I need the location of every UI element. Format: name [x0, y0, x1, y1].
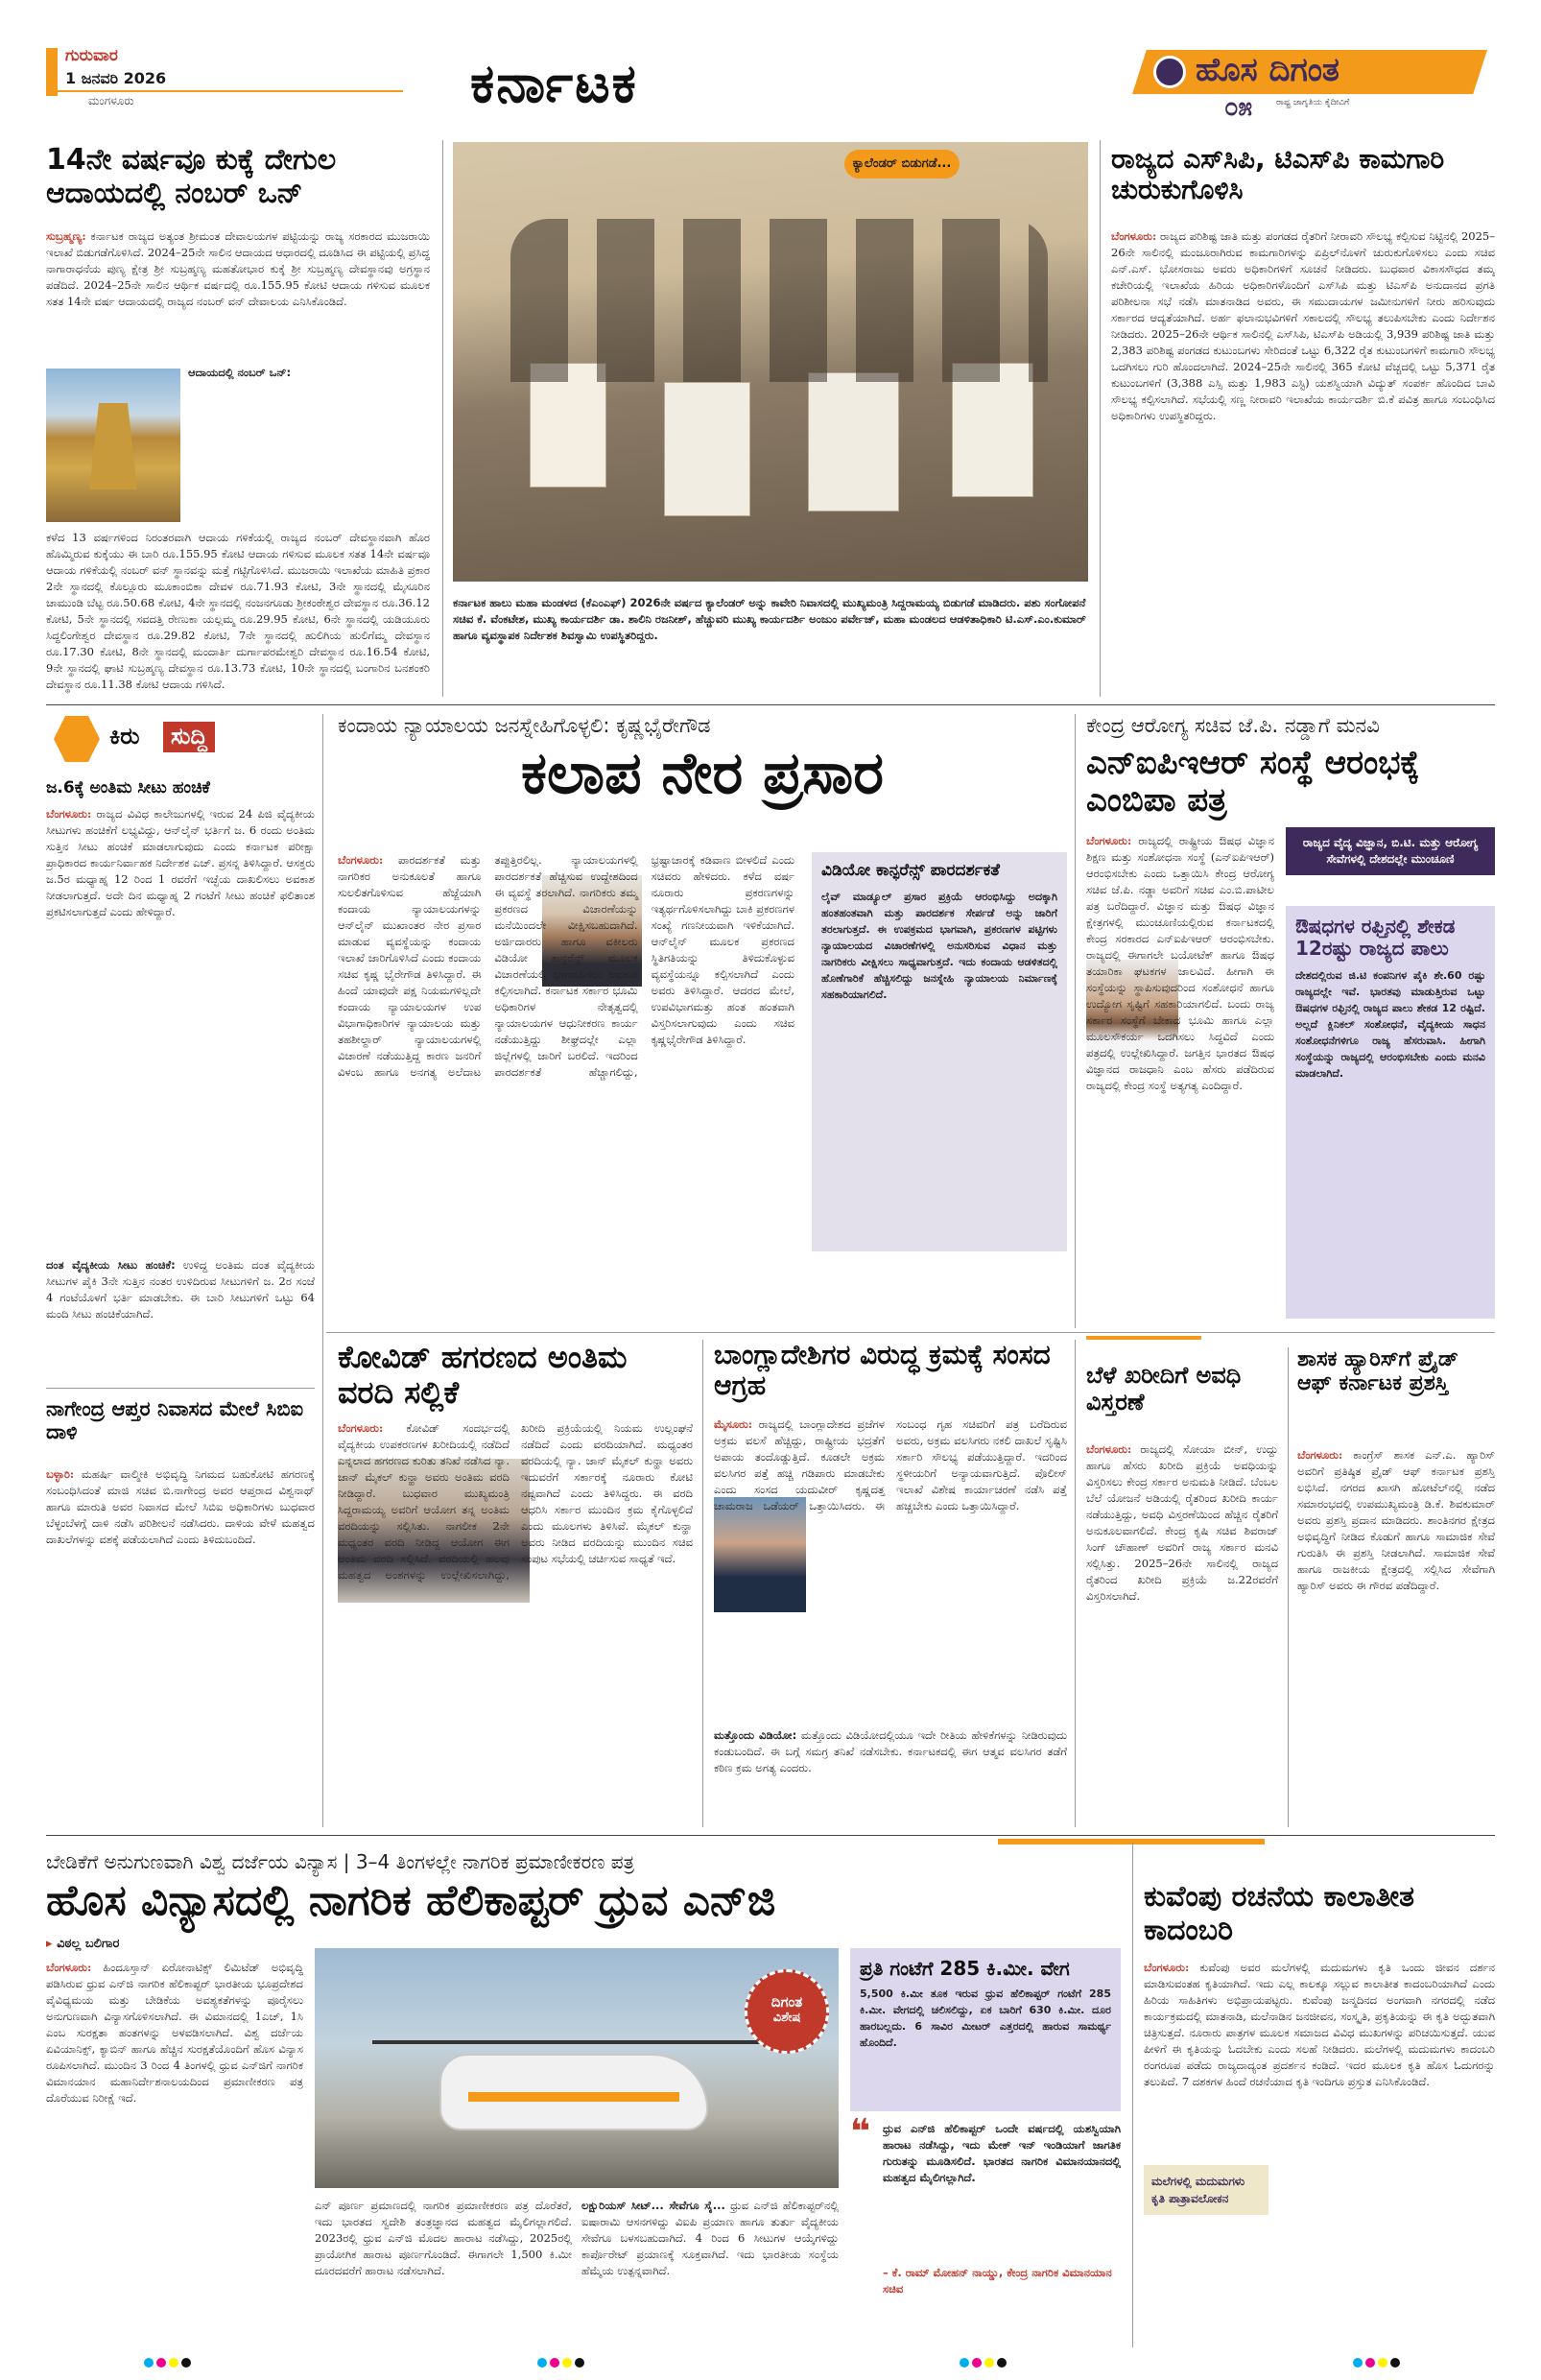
masthead-left-bar [46, 48, 58, 96]
kiru-item2-head: ದಂತ ವೈದ್ಯಕೀಯ ಸೀಟು ಹಂಚಿಕೆ: [46, 1258, 176, 1272]
heli-luck [581, 2198, 839, 2344]
heli-byline-text: ವಿಠಲ್ಲ ಬಲಿಗಾರ [57, 1937, 120, 1951]
masthead-rule [58, 90, 403, 92]
scp-body [1111, 228, 1495, 693]
kiru-item3-text: ಮಹರ್ಷಿ ವಾಲ್ಮೀಕಿ ಅಭಿವೃದ್ಧಿ ನಿಗಮದ ಬಹುಕೋಟಿ ಹಗರಣಕ್ಕೆ ಸಂಬಂಧಿಸಿದಂತೆ ಮಾಜಿ ಸಚಿವ ಬಿ.ನಾಗೇಂದ್ರ ಅವರ ಆಪ್ತರಾದ ವಿಶ್ವನಾಥ್ ಹಾಗೂ ಮಾರುತಿ ಅವರ ನಿವಾಸದ ಮೇಲೆ ಸಿಬಿಐ ಅಧಿಕಾರಿಗಳು ಬುಧವಾರ ಬೆಳ್ಳಂಬೆಳಗ್ಗೆ ದಾಳಿ ನಡೆಸಿ ಪರಿಶೀಲನೆ ನಡೆಸಿದರು. ದಾಳಿಯ ವೇಳೆ ಮಹತ್ವದ ದಾಖಲೆಗಳನ್ನು ವಶಕ್ಕೆ ಪಡೆಯಲಾಗಿದೆ ಎಂದು ತಿಳಿದುಬಂದಿದೆ. [46, 1467, 315, 1546]
bele-headline: ಬೆಳೆ ಖರೀದಿಗೆ ಅವಧಿ ವಿಸ್ತರಣೆ [1086, 1362, 1242, 1416]
stamp-top: ದಿಗಂತ [770, 1993, 803, 2011]
heli-luck-head: ಲಕ್ಷುರಿಯಸ್ ಸೀಟ್... ಸೇವೆಗೂ ಸೈ... [581, 2199, 725, 2212]
dot-black [997, 2358, 1007, 2368]
harris-body [1297, 1447, 1495, 1823]
video-box [812, 852, 1067, 1251]
bangla-dateline: ಮೈಸೂರು: [714, 1417, 753, 1431]
bangla-body [714, 1416, 1067, 1724]
kiru-item1-head: ಜ.6ಕ್ಕೆ ಅಂತಿಮ ಸೀಟು ಹಂಚಿಕೆ [46, 778, 210, 797]
kiru-item1-dateline: ಬೆಂಗಳೂರು: [46, 807, 92, 821]
heli-headline: ಹೊಸ ವಿನ್ಯಾಸದಲ್ಲಿ ನಾಗರಿಕ ಹೆಲಿಕಾಪ್ಟರ್ ಧ್ರುವ ಎನ್‌ಜಿ [46, 1876, 776, 1925]
color-dots-mid [537, 2353, 587, 2371]
kukke-sub-title: ಆದಾಯದಲ್ಲಿ ನಂಬರ್ ಒನ್: [188, 366, 292, 379]
heli-kicker: ಬೇಡಿಕೆಗೆ ಅನುಗುಣವಾಗಿ ವಿಶ್ವ ದರ್ಜೆಯ ವಿನ್ಯಾಸ | 3–4 ತಿಂಗಳಲ್ಲೇ ನಾಗರಿಕ ಪ್ರಮಾಣೀಕರಣ ಪತ್ರ [46, 1850, 635, 1873]
color-dots-mid2 [960, 2353, 1009, 2371]
dot-magenta [1365, 2358, 1375, 2368]
bangla-sub [714, 1727, 1067, 1823]
kuvempu-box: ಮಲೆಗಳಲ್ಲಿ ಮದುಮಗಳು ಕೃತಿ ಪಾತ್ರಾವಲೋಕನ [1144, 2165, 1268, 2215]
calendar-badge: ಕ್ಯಾಲೆಂಡರ್ ಬಿಡುಗಡೆ... [844, 150, 960, 178]
kandaya-kicker: ಕಂದಾಯ ನ್ಯಾಯಾಲಯ ಜನಸ್ನೇಹಿಗೊಳ್ಳಲಿ: ಕೃಷ್ಣಭೈರೇಗೌಡ [338, 714, 711, 737]
brand-name: ಹೊಸ ದಿಗಂತ [1196, 51, 1339, 89]
kukke-headline: 14ನೇ ವರ್ಷವೂ ಕುಕ್ಕೆ ದೇಗುಲ ಆದಾಯದಲ್ಲಿ ನಂಬರ್ ಒನ್ [46, 143, 337, 210]
kukke-lead [46, 228, 430, 361]
kukke-sub [188, 365, 430, 509]
bangla-headline: ಬಾಂಗ್ಲಾದೇಶಿಗರ ವಿರುದ್ಧ ಕ್ರಮಕ್ಕೆ ಸಂಸದ ಆಗ್ರಹ [714, 1339, 1051, 1402]
scp-text: ರಾಜ್ಯದ ಪರಿಶಿಷ್ಟ ಜಾತಿ ಮತ್ತು ಪಂಗಡದ ರೈತರಿಗೆ ನೀರಾವರಿ ಸೌಲಭ್ಯ ಕಲ್ಪಿಸುವ ನಿಟ್ಟಿನಲ್ಲಿ 2025–26ನೇ ಸಾಲಿನಲ್ಲಿ ಮಂಜೂರಾಗಿರುವ ಕಾಮಗಾರಿಗಳನ್ನು ಏಪ್ರಿಲ್‌ನೊಳಗೆ ಚುರುಕುಗೊಳಿಸಲು ಎಂದು ಸಚಿವ ಎನ್.ಎಸ್. ಭೋಸರಾಜು ಅವರು ಅಧಿಕಾರಿಗಳಿಗೆ ಸೂಚನೆ ನೀಡಿದರು. ಬುಧವಾರ ವಿಕಾಸಸೌಧದ ತಮ್ಮ ಕಚೇರಿಯಲ್ಲಿ ಇಲಾಖೆಯ ಹಿರಿಯ ಅಧಿಕಾರಿಗಳೊಂದಿಗೆ ಎಸ್‌ಸಿಪಿ ಮತ್ತು ಟಿಎಸ್‌ಪಿ ಅನುದಾನದ ಪ್ರಗತಿ ಪರಿಶೀಲನಾ ಸಭೆ ನಡೆಸಿ ಮಾತನಾಡಿದ ಅವರು, ಈ ಸಮುದಾಯಗಳ ಜಮೀನುಗಳಿಗೆ ನೀರು ಹರಿಸುವುದು ಸರ್ಕಾರದ ಆದ್ಯತೆಯಾಗಿದೆ. ಅರ್ಹ ಫಲಾನುಭವಿಗಳಿಗೆ ಸಕಾಲದಲ್ಲಿ ಸೌಲಭ್ಯ ತಲುಪಿಸಬೇಕು ಎಂದು ನಿರ್ದೇಶನ ನೀಡಿದರು. 2025–26ನೇ ಆರ್ಥಿಕ ಸಾಲಿನಲ್ಲಿ ಎಸ್‌ಸಿಪಿ, ಟಿಎಸ್‌ಪಿ ಅಡಿಯಲ್ಲಿ 3,939 ಪರಿಶಿಷ್ಟ ಜಾತಿ ಮತ್ತು 2,383 ಪರಿಶಿಷ್ಟ ಪಂಗಡದ ಕುಟುಂಬಗಳು ಸೇರಿದಂತೆ ಒಟ್ಟು 6,322 ರೈತ ಕುಟುಂಬಗಳಿಗೆ ಕಾಮಗಾರಿ ಸೌಲಭ್ಯ ಒದಗಿಸಲು ಗುರಿ ಹೊಂದಲಾಗಿದೆ. 2024–25ನೇ ಸಾಲಿನಲ್ಲಿ 365 ಕೋಟಿ ವೆಚ್ಚದಲ್ಲಿ ಒಟ್ಟು 5,371 ರೈತ ಕುಟುಂಬಗಳಿಗೆ (3,388 ಎಸ್ಸಿ ಮತ್ತು 1,983 ಎಸ್ಟಿ) ಯಶಸ್ವಿಯಾಗಿ ವಿದ್ಯುತ್ ಸಂಪರ್ಕ ಹೊಂದಿದ ಬಾವಿ ಸೌಲಭ್ಯ ಕಲ್ಪಿಸಲಾಗಿದೆ. ಸಭೆಯಲ್ಲಿ ಸಣ್ಣ ನೀರಾವರಿ ಇಲಾಖೆಯ ಕಾರ್ಯದರ್ಶಿ ಬಿ.ಕೆ ಪವಿತ್ರ ಹಾಗೂ ಸಂಬಂಧಿಸಿದ ಅಧಿಕಾರಿಗಳು ಉಪಸ್ಥಿತರಿದ್ದರು. [1111, 229, 1495, 422]
nadda-dateline: ಬೆಂಗಳೂರು: [1086, 834, 1132, 847]
heli-luck-text: ಧ್ರುವ ಎನ್‌ಜಿ ಹೆಲಿಕಾಪ್ಟರ್‌ನಲ್ಲಿ ಐಷಾರಾಮಿ ಆಸನಗಳಿದ್ದು ವಿಐಪಿ ಪ್ರಯಾಣ ಹಾಗೂ ತುರ್ತು ವೈದ್ಯಕೀಯ ಸೇವೆಗೂ ಬಳಸಬಹುದಾಗಿದೆ. 4 ರಿಂದ 6 ಸೀಟುಗಳ ಆಯ್ಕೆಗಳಿದ್ದು ಕಾರ್ಪೊರೇಟ್ ಪ್ರಯಾಣಕ್ಕೆ ಸೂಕ್ತವಾಗಿದೆ. ಇದು ಭಾರತೀಯ ಸಂಸ್ಥೆಯ ಹೆಮ್ಮೆಯ ಉತ್ಪನ್ನವಾಗಿದೆ. [581, 2199, 839, 2277]
kukke-dateline: ಸುಬ್ರಹ್ಮಣ್ಯ: [46, 229, 86, 243]
dot-yellow [1378, 2358, 1387, 2368]
speed-text: 5,500 ಕಿ.ಮೀ ತೂಕ ಇರುವ ಧ್ರುವ ಹೆಲಿಕಾಪ್ಟರ್ ಗಂಟೆಗೆ 285 ಕಿ.ಮೀ. ವೇಗದಲ್ಲಿ ಚಲಿಸಲಿದ್ದು, ಏಕ ಬಾರಿಗೆ 630 ಕಿ.ಮೀ. ದೂರ ಹಾರಬಲ್ಲದು. 6 ಸಾವಿರ ಮೀಟರ್ ಎತ್ತರದಲ್ಲಿ ಹಾರುವ ಸಾಮರ್ಥ್ಯ ಹೊಂದಿದೆ. [860, 1987, 1111, 2049]
heli-text-left: ಹಿಂದೂಸ್ತಾನ್ ಏರೋನಾಟಿಕ್ಸ್ ಲಿಮಿಟೆಡ್ ಅಭಿವೃದ್ಧಿ ಪಡಿಸಿರುವ ಧ್ರುವ ಎನ್‌ಜಿ ನಾಗರಿಕ ಹೆಲಿಕಾಪ್ಟರ್ ಭಾರತೀಯ ಭೂಪ್ರದೇಶದ ವೈವಿಧ್ಯಮಯ ಮತ್ತು ಬೇಡಿಕೆಯ ಅವಶ್ಯಕತೆಗಳನ್ನು ಪೂರೈಸಲು ಅನುಗುಣವಾಗಿ ವಿನ್ಯಾಸಗೊಳಿಸಲಾಗಿದೆ. ಈ ವಿಮಾನದಲ್ಲಿ 1ಎಚ್, 1ಸಿ ಎಂಬ ಸುರಕ್ಷತಾ ಹಂತಗಳನ್ನು ಅಳವಡಿಸಲಾಗಿದೆ. ವಿಶ್ವ ದರ್ಜೆಯ ಏವಿಯಾನಿಕ್ಸ್, ಕ್ಯಾಬಿನ್ ಹಾಗೂ ಹೆಚ್ಚಿನ ಸುರಕ್ಷತೆಯೊಂದಿಗೆ ಹೊಸ ವಿನ್ಯಾಸ ರೂಪಿಸಲಾಗಿದೆ. ಮುಂದಿನ 3 ರಿಂದ 4 ತಿಂಗಳಲ್ಲಿ ಧ್ರುವ ಎನ್‌ಜಿಗೆ ನಾಗರಿಕ ವಿಮಾನಯಾನ ಮಹಾನಿರ್ದೇಶನಾಲಯದಿಂದ ಪ್ರಮಾಣೀಕರಣ ಪತ್ರ ದೊರೆಯುವ ನಿರೀಕ್ಷೆ ಇದೆ. [46, 1961, 303, 2105]
dot-yellow [562, 2358, 572, 2368]
harris-dateline: ಬೆಂಗಳೂರು: [1297, 1448, 1343, 1462]
hand-icon [54, 716, 100, 762]
dot-cyan [1353, 2358, 1363, 2368]
kukke-temple-photo [46, 369, 180, 522]
kukke-lead-text: ಕರ್ನಾಟಕ ರಾಜ್ಯದ ಅತ್ಯಂತ ಶ್ರೀಮಂತ ದೇವಾಲಯಗಳ ಪಟ್ಟಿಯನ್ನು ರಾಜ್ಯ ಸರಕಾರದ ಮುಜರಾಯಿ ಇಲಾಖೆ ಬಿಡುಗಡೆಗೊಳಿಸಿದೆ. 2024–25ನೇ ಸಾಲಿನ ಆದಾಯದ ಆಧಾರದಲ್ಲಿ ದೂಡಿಸಿದ ಈ ಪಟ್ಟಿಯಲ್ಲಿ ಪ್ರಸಿದ್ಧ ನಾಗಾರಾಧನೆಯ ಪುಣ್ಯ ಕ್ಷೇತ್ರ ಶ್ರೀ ಸುಬ್ರಹ್ಮಣ್ಯ ಮಹತೋಭಾರ ಕುಕ್ಕೆ ಶ್ರೀ ಸುಬ್ರಹ್ಮಣ್ಯ ದೇವಸ್ಥಾನವು ಅಗ್ರಸ್ಥಾನ ಪಡೆದಿದೆ. 2024–25ನೇ ಸಾಲಿನ ಆರ್ಥಿಕ ವರ್ಷದಲ್ಲಿ ರೂ.155.95 ಕೋಟಿ ಆದಾಯ ಗಳಿಸುವ ಮೂಲಕ ಸತತ 14ನೇ ವರ್ಷ ಆದಾಯದಲ್ಲಿ ರಾಜ್ಯದ ನಂಬರ್ ವನ್ ದೇವಾಲಯ ಎನಿಸಿಕೊಂಡಿದೆ. [46, 229, 430, 308]
byline-marker: ▸ [46, 1937, 58, 1951]
dot-cyan [537, 2358, 547, 2368]
rule-1 [442, 140, 443, 697]
kuvempu-text: ಕುವೆಂಪು ಅವರ ಮಲೆಗಳಲ್ಲಿ ಮದುಮಗಳು ಕೃತಿ ಒಂದು ಜೀವನ ದರ್ಶನ ಮಾಡಿಸುವಂತಹ ಕೃತಿಯಾಗಿದೆ. ಇದು ಎಲ್ಲ ಕಾಲಕ್ಕೂ ಸಲ್ಲುವ ಕಾಲಾತೀತ ಕಾದಂಬರಿಯಾಗಿದೆ ಎಂದು ಹಿರಿಯ ಸಾಹಿತಿಗಳು ಅಭಿಪ್ರಾಯಪಟ್ಟರು. ಕುವೆಂಪು ಜನ್ಮದಿನದ ಅಂಗವಾಗಿ ನಗರದಲ್ಲಿ ನಡೆದ ಕಾರ್ಯಕ್ರಮದಲ್ಲಿ ಮಾತನಾಡಿ, ಮಲೆನಾಡಿನ ಜನಜೀವನ, ಸಂಸ್ಕೃತಿ, ಪ್ರಕೃತಿಯನ್ನು ಈ ಕೃತಿ ಅದ್ಭುತವಾಗಿ ಚಿತ್ರಿಸುತ್ತದೆ. ನೂರಾರು ಪಾತ್ರಗಳ ಮೂಲಕ ಸಮಾಜದ ವಿವಿಧ ಮುಖಗಳನ್ನು ಪರಿಚಯಿಸುತ್ತದೆ. ಯುವ ಪೀಳಿಗೆ ಈ ಕೃತಿಯನ್ನು ಓದಬೇಕು ಎಂದು ಸಲಹೆ ನೀಡಿದರು. ಮಲೆಗಳಲ್ಲಿ ಮದುಮಗಳು ಕಾದಂಬರಿ ರಂಗರೂಪ ಪಡೆದು ರಾಜ್ಯದಾದ್ಯಂತ ಪ್ರದರ್ಶನ ಕಂಡಿದೆ. ಇದರ ಮೂಲಕ ಕೃತಿ ಹೊಸ ಓದುಗರನ್ನು ತಲುಪಿದೆ. 7 ದಶಕಗಳ ಹಿಂದೆ ರಚನೆಯಾದ ಕೃತಿ ಇಂದಿಗೂ ಪ್ರಸ್ತುತ ಎನಿಸಿಕೊಂಡಿದೆ. [1144, 1961, 1495, 2088]
brand-logo-icon [1153, 56, 1186, 88]
covid-text: ಕೋವಿಡ್ ಸಂದರ್ಭದಲ್ಲಿ ವೈದ್ಯಕೀಯ ಉಪಕರಣಗಳ ಖರೀದಿಯಲ್ಲಿ ನಡೆದಿದೆ ಎನ್ನಲಾದ ಹಗರಣದ ಕುರಿತು ತನಿಖೆ ನಡೆಸಿದ ನ್ಯಾ. ಜಾನ್ ಮೈಕಲ್ ಕುನ್ಹಾ ಅವರು ಅಂತಿಮ ವರದಿ ನೀಡಿದ್ದಾರೆ. ಬುಧವಾರ ಮುಖ್ಯಮಂತ್ರಿ ಸಿದ್ದರಾಮಯ್ಯ ಅವರಿಗೆ ಆಯೋಗ ತನ್ನ ಅಂತಿಮ ವರದಿಯನ್ನು ಸಲ್ಲಿಸಿತು. ನಾಗಲೀಕ 2ನೇ ಮಧ್ಯಂತರ ವರದಿ ನೀಡಿದ್ದ ಆಯೋಗ ಈಗ ಅಂತಿಮ ವರದಿ ಸಲ್ಲಿಸಿದೆ. ವರದಿಯಲ್ಲಿ ಹಲವು ಮಹತ್ವದ ಅಂಶಗಳನ್ನು ಉಲ್ಲೇಖಿಸಲಾಗಿದ್ದು, ಖರೀದಿ ಪ್ರಕ್ರಿಯೆಯಲ್ಲಿ ನಿಯಮ ಉಲ್ಲಂಘನೆ ನಡೆದಿದೆ ಎಂದು ವರದಿಯಾಗಿದೆ. ಮಧ್ಯಂತರ ವರದಿಯಲ್ಲಿ ನ್ಯಾ. ಜಾನ್ ಮೈಕಲ್ ಕುನ್ಹಾ ಅವರು ಇದುವರೆಗೆ ಸರ್ಕಾರಕ್ಕೆ ನೂರಾರು ಕೋಟಿ ನಷ್ಟವಾಗಿದೆ ಎಂದು ತಿಳಿಸಿದ್ದರು. ಈ ವರದಿ ಆಧರಿಸಿ ಸರ್ಕಾರ ಮುಂದಿನ ಕ್ರಮ ಕೈಗೊಳ್ಳಲಿದೆ ಎಂದು ಮೂಲಗಳು ತಿಳಿಸಿವೆ. ಮೈಕಲ್ ಕುನ್ಹಾ ಅವರು ನೀಡಿದ ವರದಿಯನ್ನು ಮುಂದಿನ ಸಚಿವ ಸಂಪುಟ ಸಭೆಯಲ್ಲಿ ಚರ್ಚಿಸುವ ಸಾಧ್ಯತೆ ಇದೆ. [338, 1421, 693, 1582]
dot-black [181, 2358, 191, 2368]
nadda-box-text: ದೇಶದಲ್ಲಿರುವ ಜಿ.ಟಿ ಕಂಪನಿಗಳ ಪೈಕಿ ಶೇ.60 ರಷ್ಟು ರಾಜ್ಯದಲ್ಲೇ ಇವೆ. ಭಾರತವು ಮಾಡುತ್ತಿರುವ ಒಟ್ಟು ಔಷಧಗಳ ರಫ್ತಿನಲ್ಲಿ ರಾಜ್ಯದ ಪಾಲು ಶೇಕಡ 12 ರಷ್ಟಿದೆ. ಅಲ್ಲದೆ ಕ್ಲಿನಿಕಲ್ ಸಂಶೋಧನೆ, ವೈದ್ಯಕೀಯ ಸಾಧನ ಸಂಶೋಧನೆಗಳಿಗೂ ರಾಜ್ಯ ಹೆಸರುವಾಸಿ. ಹೀಗಾಗಿ ಸಂಸ್ಥೆಯನ್ನು ರಾಜ್ಯದಲ್ಲಿ ಆರಂಭಿಸಬೇಕು ಎಂದು ಮನವಿ ಮಾಡಲಾಗಿದೆ. [1295, 969, 1485, 1080]
heli-stripe [468, 2092, 679, 2102]
dot-magenta [972, 2358, 982, 2368]
nadda-text: ರಾಜ್ಯದಲ್ಲಿ ರಾಷ್ಟ್ರೀಯ ಔಷಧ ವಿಜ್ಞಾನ ಶಿಕ್ಷಣ ಮತ್ತು ಸಂಶೋಧನಾ ಸಂಸ್ಥೆ (ಎನ್‌ಐಪಿಇಆರ್) ಆರಂಭಿಸಬೇಕು ಎಂದು ಒತ್ತಾಯಿಸಿ ಕೇಂದ್ರ ಆರೋಗ್ಯ ಸಚಿವ ಜೆ.ಪಿ. ನಡ್ಡಾ ಅವರಿಗೆ ಸಚಿವ ಎಂ.ಬಿ.ಪಾಟೀಲ ಪತ್ರ ಬರೆದಿದ್ದಾರೆ. ವಿಜ್ಞಾನ ಮತ್ತು ಔಷಧ ವಿಜ್ಞಾನ ಕ್ಷೇತ್ರಗಳಲ್ಲಿ ಮುಂಚೂಣಿಯಲ್ಲಿರುವ ಕರ್ನಾಟಕದಲ್ಲಿ ಕೇಂದ್ರ ಸರಕಾರದ ಎನ್‌ಐಪಿಇಆರ್ ಆರಂಭಿಸಬೇಕು. ರಾಜ್ಯದಲ್ಲಿ ಈಗಾಗಲೇ ಬಯೋಟೆಕ್ ಹಾಗೂ ಔಷಧ ತಯಾರಿಕಾ ಘಟಕಗಳ ಜಾಲವಿದೆ. ಹೀಗಾಗಿ ಈ ಸಂಸ್ಥೆಯನ್ನು ಸ್ಥಾಪಿಸುವುದರಿಂದ ಸಂಶೋಧನೆ ಹಾಗೂ ಉದ್ಯೋಗ ಸೃಷ್ಟಿಗೆ ಸಹಕಾರಿಯಾಗಲಿದೆ. ಬಂದು ರಾಜ್ಯ ಸರ್ಕಾರ ಸಂಸ್ಥೆಗೆ ಬೇಕಾದ ಭೂಮಿ ಹಾಗೂ ಎಲ್ಲಾ ಮೂಲಸೌಕರ್ಯ ಒದಗಿಸಲು ಸಿದ್ಧವಿದೆ ಎಂದು ಪತ್ರದಲ್ಲಿ ಉಲ್ಲೇಖಿಸಿದ್ದಾರೆ. ಜಗತ್ತಿನ ಭಾರತದ ಔಷಧ ವಿಜ್ಞಾನದ ರಾಜಧಾನಿ ಎಂಬ ಹೆಸರು ಪಡೆದಿರುವ ರಾಜ್ಯದಲ್ಲಿ ಕೇಂದ್ರ ಸಂಸ್ಥೆ ಅತ್ಯಗತ್ಯ ಎಂದಿದ್ದಾರೆ. [1086, 834, 1274, 1092]
rule-4 [1075, 714, 1076, 1328]
digantha-stamp [745, 1969, 829, 2054]
nadda-kicker: ಕೇಂದ್ರ ಆರೋಗ್ಯ ಸಚಿವ ಜೆ.ಪಿ. ನಡ್ಡಾಗೆ ಮನವಿ [1086, 714, 1380, 737]
people-silhouettes [510, 219, 1048, 382]
color-dots-left [144, 2353, 194, 2371]
rule-8 [1132, 1843, 1133, 2347]
bangla-sub-head: ಮತ್ತೊಂದು ವಿಡಿಯೋ: [714, 1728, 797, 1742]
covid-dateline: ಬೆಂಗಳೂರು: [338, 1421, 384, 1435]
bele-text: ರಾಜ್ಯದಲ್ಲಿ ಸೋಯಾ ಬೀನ್, ಉದ್ದು ಹಾಗೂ ಹೆಸರು ಖರೀದಿ ಪ್ರಕ್ರಿಯೆ ಅವಧಿಯನ್ನು ವಿಸ್ತರಿಸಲು ಕೇಂದ್ರ ಸರ್ಕಾರ ಅನುಮತಿ ನೀಡಿದೆ. ಬೆಂಬಲ ಬೆಲೆ ಯೋಜನೆ ಅಡಿಯಲ್ಲಿ ರೈತರಿಂದ ಖರೀದಿ ಕಾರ್ಯ ನಡೆಯುತ್ತಿದ್ದು, ಅವಧಿ ವಿಸ್ತರಣೆಯಿಂದ ಹೆಚ್ಚಿನ ರೈತರಿಗೆ ಅನುಕೂಲವಾಗಲಿದೆ. ಕೇಂದ್ರ ಕೃಷಿ ಸಚಿವ ಶಿವರಾಜ್ ಸಿಂಗ್ ಚೌಹಾಣ್ ಅವರಿಗೆ ರಾಜ್ಯ ಸರ್ಕಾರ ಮನವಿ ಸಲ್ಲಿಸಿತ್ತು. 2025–26ನೇ ಸಾಲಿನಲ್ಲಿ ರಾಜ್ಯದ ರೈತರಿಂದ ಖರೀದಿ ಪ್ರಕ್ರಿಯೆ ಜ.22ರವರೆಗೆ ವಿಸ್ತರಿಸಲಾಗಿದೆ. [1086, 1442, 1278, 1603]
dot-black [1390, 2358, 1400, 2368]
kiru-divider [46, 1388, 315, 1389]
nadda-box-head: ಔಷಧಗಳ ರಫ್ತಿನಲ್ಲಿ ಶೇಕಡ 12ರಷ್ಟು ರಾಜ್ಯದ ಪಾಲು [1295, 915, 1456, 960]
kuvempu-dateline: ಬೆಂಗಳೂರು: [1144, 1961, 1190, 1974]
bangla-sub-text: ಮತ್ತೊಂದು ವಿಡಿಯೋದಲ್ಲಿಯೂ ಇದೇ ರೀತಿಯ ಹೇಳಿಕೆಗಳನ್ನು ನೀಡಿರುವುದು ಕಂಡುಬಂದಿದೆ. ಈ ಬಗ್ಗೆ ಸಮಗ್ರ ತನಿಖೆ ನಡೆಸಬೇಕು. ಕರ್ನಾಟಕದಲ್ಲಿ ಈಗ ಆತ್ಮವ ವಲಸಿಗರ ತಡೆಗೆ ಕಠಿಣ ಕ್ರಮ ಅಗತ್ಯ ಎಂದರು. [714, 1728, 1067, 1774]
masthead-day: ಗುರುವಾರ [65, 46, 118, 65]
nadda-box [1286, 906, 1495, 1319]
kiru-item2 [46, 1257, 315, 1382]
row2-bottom-rule [46, 1835, 1495, 1836]
video-box-head: ವಿಡಿಯೋ ಕಾನ್ಫರೆನ್ಸ್ ಪಾರದರ್ಶಕತೆ [821, 861, 1000, 880]
masthead-city: ಮಂಗಳೂರು [88, 94, 134, 107]
covid-body [338, 1420, 693, 1823]
kiru-item1 [46, 806, 315, 1251]
kiru-item3-dateline: ಬಳ್ಳಾರಿ: [46, 1467, 75, 1481]
dot-magenta [550, 2358, 559, 2368]
quote-block [850, 2112, 1121, 2344]
kuvempu-headline: ಕುವೆಂಪು ರಚನೆಯ ಕಾಲಾತೀತ ಕಾದಂಬರಿ [1144, 1880, 1415, 1947]
rule-6 [1075, 1340, 1076, 1827]
nadda-headline: ಎನ್‌ಐಪಿಇಆರ್ ಸಂಸ್ಥೆ ಆರಂಭಕ್ಕೆ ಎಂಬಿಪಾ ಪತ್ರ [1086, 744, 1420, 821]
dot-yellow [984, 2358, 994, 2368]
heli-accent-bar [998, 1839, 1265, 1844]
kiru-label-2: ಸುದ್ದಿ [163, 722, 215, 752]
scp-headline: ರಾಜ್ಯದ ಎಸ್‌ಸಿಪಿ, ಟಿಎಸ್‌ಪಿ ಕಾಮಗಾರಿ ಚುರುಕುಗೊಳಿಸಿ [1111, 143, 1445, 206]
nadda-body [1086, 833, 1274, 1319]
speed-head: ಪ್ರತಿ ಗಂಟೆಗೆ 285 ಕಿ.ಮೀ. ವೇಗ [860, 1957, 1070, 1980]
kiru-label-1: ಕಿರು [109, 723, 140, 750]
calendar-poster-2 [664, 382, 750, 516]
nadda-side-box: ರಾಜ್ಯದ ವೈದ್ಯ ವಿಜ್ಞಾನ, ಬಿ.ಟಿ. ಮತ್ತು ಆರೋಗ್ಯ ಸೇವೆಗಳಲ್ಲಿ ದೇಶದಲ್ಲೇ ಮುಂಚೂಣಿ [1286, 827, 1495, 875]
row1-bottom-rule [46, 704, 1495, 705]
dot-cyan [960, 2358, 969, 2368]
masthead-date: 1 ಜನವರಿ 2026 [65, 69, 167, 87]
harris-headline: ಶಾಸಕ ಹ್ಯಾರಿಸ್‌ಗೆ ಪ್ರೈಡ್ ಆಫ್ ಕರ್ನಾಟಕ ಪ್ರಶಸ್ತಿ [1297, 1347, 1458, 1396]
bele-dateline: ಬೆಂಗಳೂರು: [1086, 1442, 1132, 1456]
harris-text: ಕಾಂಗ್ರೆಸ್ ಶಾಸಕ ಎನ್.ಎ. ಹ್ಯಾರಿಸ್ ಅವರಿಗೆ ಪ್ರತಿಷ್ಠಿತ ಪ್ರೈಡ್ ಆಫ್ ಕರ್ನಾಟಕ ಪ್ರಶಸ್ತಿ ಲಭಿಸಿದೆ. ನಗರದ ಖಾಸಗಿ ಹೋಟೆಲ್‌ನಲ್ಲಿ ನಡೆದ ಸಮಾರಂಭದಲ್ಲಿ ಉಪಮುಖ್ಯಮಂತ್ರಿ ಡಿ.ಕೆ. ಶಿವಕುಮಾರ್ ಅವರು ಪ್ರಶಸ್ತಿ ಪ್ರದಾನ ಮಾಡಿದರು. ಶಾಂತಿನಗರ ಕ್ಷೇತ್ರದ ಅಭಿವೃದ್ಧಿಗೆ ನೀಡಿದ ಕೊಡುಗೆ ಹಾಗೂ ಸಾಮಾಜಿಕ ಸೇವೆ ಗುರುತಿಸಿ ಈ ಪ್ರಶಸ್ತಿ ನೀಡಲಾಗಿದೆ. ಸಾಮಾಜಿಕ ಸೇವೆ ಹಾಗೂ ರಾಜಕೀಯ ಕ್ಷೇತ್ರದಲ್ಲಿ ಸಲ್ಲಿಸಿದ ಸೇವೆಗಾಗಿ ಹ್ಯಾರಿಸ್ ಅವರು ಈ ಗೌರವ ಪಡೆದಿದ್ದಾರೆ. [1297, 1448, 1495, 1592]
rule-5 [702, 1340, 703, 1827]
kandaya-headline: ಕಲಾಪ ನೇರ ಪ್ರಸಾರ [521, 740, 884, 807]
quote-icon: ❝ [850, 2112, 871, 2152]
rule-2 [1100, 140, 1101, 697]
kandaya-dateline: ಬೆಂಗಳೂರು: [338, 853, 384, 867]
page-number: ೦೫ [1224, 93, 1253, 122]
dot-black [575, 2358, 584, 2368]
dot-magenta [156, 2358, 166, 2368]
scp-dateline: ಬೆಂಗಳೂರು: [1111, 229, 1157, 243]
rule-3 [322, 714, 323, 1827]
heli-dateline: ಬೆಂಗಳೂರು: [46, 1961, 92, 1974]
kukke-sub-text: ಕಳೆದ 13 ವರ್ಷಗಳಿಂದ ನಿರಂತರವಾಗಿ ಆದಾಯ ಗಳಿಕೆಯಲ್ಲಿ ರಾಜ್ಯದ ನಂಬರ್ ದೇವಸ್ಥಾನವಾಗಿ ಹೊರ ಹೊಮ್ಮಿರುವ ಕುಕ್ಕೆಯು ಈ ಬಾರಿ ರೂ.155.95 ಕೋಟಿ ಆದಾಯ ಗಳಿಸುವ ಮೂಲಕ ಸತತ 14ನೇ ವರ್ಷವೂ ಆದಾಯ ಗಳಿಕೆಯಲ್ಲಿ ನಂಬರ್ ವನ್ ಸ್ಥಾನವನ್ನು ಮತ್ತೆ ಗಟ್ಟಿಗೊಳಿಸಿದೆ. ಮುಜರಾಯಿ ಇಲಾಖೆಯ ಮಾಹಿತಿ ಪ್ರಕಾರ 2ನೇ ಸ್ಥಾನದಲ್ಲಿ ಕೊಲ್ಲೂರು ಮೂಕಾಂಬಿಕಾ ದೇವಳ ರೂ.71.93 ಕೋಟಿ, 3ನೇ ಸ್ಥಾನದಲ್ಲಿ ಮೈಸೂರಿನ ಚಾಮುಂಡಿ ಬೆಟ್ಟ ರೂ.50.68 ಕೋಟಿ, 4ನೇ ಸ್ಥಾನದಲ್ಲಿ ನಂಜನಗೂಡು ಶ್ರೀಕಂಠೇಶ್ವರ ದೇವಸ್ಥಾನ ರೂ.36.12 ಕೋಟಿ, 5ನೇ ಸ್ಥಾನದಲ್ಲಿ ಸವದತ್ತಿ ರೇಣುಕಾ ಯಲ್ಲಮ್ಮ ರೂ.29.95 ಕೋಟಿ, 6ನೇ ಸ್ಥಾನದಲ್ಲಿ ಯಡಿಯೂರು ಸಿದ್ಧಲಿಂಗೇಶ್ವರ ದೇವಸ್ಥಾನ ರೂ.29.82 ಕೋಟಿ, 7ನೇ ಸ್ಥಾನದಲ್ಲಿ ಹುಲಿಗಿಯ ಹುಲಿಗೆಮ್ಮ ದೇವಸ್ಥಾನ ರೂ.17.30 ಕೋಟಿ, 8ನೇ ಸ್ಥಾನದಲ್ಲಿ ಮಂದಾರ್ತಿ ದುರ್ಗಾಪರಮೇಶ್ವರಿ ದೇವಸ್ಥಾನ ರೂ.16.54 ಕೋಟಿ, 9ನೇ ಸ್ಥಾನದಲ್ಲಿ ಘಾಟಿ ಸುಬ್ರಹ್ಮಣ್ಯ ದೇವಸ್ಥಾನ ರೂ.13.73 ಕೋಟಿ, 10ನೇ ಸ್ಥಾನದಲ್ಲಿ ಬಂಗಾರಿನ ಬನಶಂಕರಿ ದೇವಸ್ಥಾನ ರೂ.11.38 ಕೋಟಿ ಆದಾಯ ಗಳಿಸಿದೆ. [46, 531, 430, 691]
temple-tower-shape [89, 403, 137, 489]
kiru-panel [46, 714, 315, 1827]
section-title: ಕರ್ನಾಟಕ [470, 53, 638, 115]
dot-cyan [144, 2358, 154, 2368]
video-box-text: ಲೈವ್ ಮಾಡ್ಯೂಲ್ ಪ್ರಸಾರ ಪ್ರಕ್ರಿಯೆ ಆರಂಭಿಸಿದ್ದು ಅದಕ್ಕಾಗಿ ಹಂತಹಂತವಾಗಿ ಮತ್ತು ಪಾರದರ್ಶಕ ಸೇರ್ಪಡೆ ಅನ್ನು ಜಾರಿಗೆ ತರಲಾಗುತ್ತದೆ. ಈ ಉಪಕ್ರಮದ ಭಾಗವಾಗಿ, ಪ್ರಕರಣಗಳ ಪಟ್ಟಿಗಳು ನ್ಯಾಯಾಲಯದ ವಿಚಾರಣೆಗಳಲ್ಲಿ ಅನುಸರಿಸುವ ವಿಧಾನ ಮತ್ತು ನಾಗರಿಕರು ವೀಕ್ಷಿಸಲು ಸಾಧ್ಯವಾಗುತ್ತದೆ. ಇದು ಕಂದಾಯ ಆಡಳಿತದಲ್ಲಿ ಹೊಣೆಗಾರಿಕೆ ಹೆಚ್ಚಿಸಲಿದ್ದು ಜನಸ್ನೇಹಿ ನ್ಯಾಯಾಲಯ ನಿರ್ಮಾಣಕ್ಕೆ ಸಹಕಾರಿಯಾಗಲಿದೆ. [821, 890, 1057, 1001]
bele-body [1086, 1441, 1278, 1823]
kiru-item2-text: ಉಳಿದ್ದ ಅಂತಿಮ ದಂತ ವೈದ್ಯಕೀಯ ಸೀಟುಗಳ ಪೈಕಿ 3ನೇ ಸುತ್ತಿನ ನಂತರ ಉಳಿದಿರುವ ಸೀಟುಗಳಿಗೆ ಜ. 2ರ ಸಂಜೆ 4 ಗಂಟೆಯೊಳಗೆ ಭರ್ತಿ ಮಾಡಬೇಕು. ಈ ಬಾರಿ ಸೀಟುಗಳಿಗೆ ಒಟ್ಟು 64 ಮಂದಿ ಸೀಟು ಹಂಚಿಕೆಯಾಗಿದೆ. [46, 1258, 315, 1321]
calendar-poster-4 [952, 363, 1033, 497]
color-dots-right [1353, 2353, 1403, 2371]
kandaya-text: ಪಾರದರ್ಶಕತೆ ಮತ್ತು ನಾಗರಿಕರ ಅನುಕೂಲತೆ ಹಾಗೂ ಸುಲಲಿತಗೊಳಿಸುವ ಹೆಜ್ಜೆಯಾಗಿ ಕಂದಾಯ ನ್ಯಾಯಾಲಯಗಳನ್ನು ಆನ್‌ಲೈನ್ ಮುಖಾಂತರ ನೇರ ಪ್ರಸಾರ ಮಾಡುವ ವ್ಯವಸ್ಥೆಯನ್ನು ಕಂದಾಯ ಇಲಾಖೆ ಜಾರಿಗೊಳಿಸಿದೆ ಎಂದು ಕಂದಾಯ ಸಚಿವ ಕೃಷ್ಣ ಭೈರೇಗೌಡ ತಿಳಿಸಿದ್ದಾರೆ. ಈ ಹಿಂದೆ ಯಾವುದೇ ಪಕ್ಷ ನಿಯಮಗಳಿಲ್ಲದೇ ಕಂದಾಯ ನ್ಯಾಯಾಲಯಗಳ ಉಪ ವಿಭಾಗಾಧಿಕಾರಿಗಳ ನ್ಯಾಯಾಲಯ ಮತ್ತು ತಹಶೀಲ್ದಾರ್ ನ್ಯಾಯಾಲಯಗಳಲ್ಲಿ ವಿಚಾರಣೆ ನಡೆಯುತ್ತಿದ್ದ ಕಾರಣ ಜನರಿಗೆ ವಿಳಂಬ ಹಾಗೂ ಅನಗತ್ಯ ಅಲೆದಾಟ ತಪ್ಪುತ್ತಿರಲಿಲ್ಲ. ನ್ಯಾಯಾಲಯಗಳಲ್ಲಿ ಪಾರದರ್ಶಕತೆ ಹೆಚ್ಚಿಸುವ ಉದ್ದೇಶದಿಂದ ಈ ವ್ಯವಸ್ಥೆ ತರಲಾಗಿದೆ. ನಾಗರಿಕರು ತಮ್ಮ ಪ್ರಕರಣದ ವಿಚಾರಣೆಯನ್ನು ಮನೆಯಿಂದಲೇ ವೀಕ್ಷಿಸಬಹುದಾಗಿದೆ. ಅರ್ಜಿದಾರರು ಹಾಗೂ ವಕೀಲರು ವಿಡಿಯೋ ಕಾನ್ಫರೆನ್ಸ್ ಮೂಲಕ ವಿಚಾರಣೆಯಲ್ಲಿ ಭಾಗವಹಿಸಲು ಅವಕಾಶ ಕಲ್ಪಿಸಲಾಗಿದೆ. ಕರ್ನಾಟಕ ಸರ್ಕಾರ ಭೂಮಿ ಅಧಿಕಾರಿಗಳ ನೇತೃತ್ವದಲ್ಲಿ ನ್ಯಾಯಾಲಯಗಳ ಆಧುನೀಕರಣ ಕಾರ್ಯ ನಡೆಯುತ್ತಿದ್ದು ಶೀಘ್ರದಲ್ಲೇ ಎಲ್ಲಾ ಜಿಲ್ಲೆಗಳಲ್ಲಿ ಜಾರಿಗೆ ಬರಲಿದೆ. ಇದರಿಂದ ಪಾರದರ್ಶಕತೆ ಹೆಚ್ಚಾಗಲಿದ್ದು, ಭ್ರಷ್ಟಾಚಾರಕ್ಕೆ ಕಡಿವಾಣ ಬೀಳಲಿದೆ ಎಂದು ಸಚಿವರು ಹೇಳಿದರು. ಕಳೆದ ವರ್ಷ ನೂರಾರು ಪ್ರಕರಣಗಳನ್ನು ಇತ್ಯರ್ಥಗೊಳಿಸಲಾಗಿದ್ದು ಬಾಕಿ ಪ್ರಕರಣಗಳ ಸಂಖ್ಯೆ ಗಣನೀಯವಾಗಿ ಇಳಿಕೆಯಾಗಿದೆ. ಆನ್‌ಲೈನ್ ಮೂಲಕ ಪ್ರಕರಣದ ಸ್ಥಿತಿಗತಿಯನ್ನು ತಿಳಿದುಕೊಳ್ಳುವ ವ್ಯವಸ್ಥೆಯನ್ನೂ ಕಲ್ಪಿಸಲಾಗಿದೆ ಎಂದು ಅವರು ತಿಳಿಸಿದ್ದಾರೆ. ಆದರದ ಮೇಲೆ, ಉಪವಿಭಾಗಮತ್ತು ಹಂತ ಹಂತವಾಗಿ ವಿಸ್ತರಿಸಲಾಗುವುದು ಎಂದು ಸಚಿವ ಕೃಷ್ಣಭೈರೇಗೌಡ ತಿಳಿಸಿದ್ದಾರೆ. [338, 853, 794, 1079]
heli-quote-by: – ಕೆ. ರಾಮ್ ಮೋಹನ್ ನಾಯ್ಡು, ಕೇಂದ್ರ ನಾಗರಿಕ ವಿಮಾನಯಾನ ಸಚಿವ [883, 2266, 1112, 2296]
stamp-bottom: ವಿಶೇಷ [772, 2011, 801, 2025]
kiru-item1-text: ರಾಜ್ಯದ ವಿವಿಧ ಕಾಲೇಜುಗಳಲ್ಲಿ ಇರುವ 24 ಪಿಜಿ ವೈದ್ಯಕೀಯ ಸೀಟುಗಳು ಹಂಚಿಕೆಗೆ ಲಭ್ಯವಿದ್ದು, ಆನ್‌ಲೈನ್ ಭರ್ತಿಗೆ ಜ. 6 ರಂದು ಅಂತಿಮ ಸುತ್ತಿನ ಸೀಟು ಹಂಚಿಕೆ ಮಾಡಲಾಗುವುದು ಎಂದು ಕರ್ನಾಟಕ ಪರೀಕ್ಷಾ ಪ್ರಾಧಿಕಾರದ ಕಾರ್ಯನಿರ್ವಾಹಕ ನಿರ್ದೇಶಕ ಎಚ್. ಪ್ರಸನ್ನ ತಿಳಿಸಿದ್ದಾರೆ. ಆಸಕ್ತರು ಜ.5ರ ಮಧ್ಯಾಹ್ನ 12 ರಿಂದ 1 ರವರೆಗೆ ಇಚ್ಛೆಯ ದಾಖಲಿಸಲು ಅವಕಾಶ ನೀಡಲಾಗುತ್ತದೆ. ಅದೇ ದಿನ ಮಧ್ಯಾಹ್ನ 2 ಗಂಟೆಗೆ ಸೀಟು ಹಂಚಿಕೆ ಫಲಿತಾಂಶ ಪ್ರಕಟಿಸಲಾಗುತ್ತದೆ ಎಂದು ಹೇಳಿದ್ದಾರೆ. [46, 807, 315, 918]
calendar-photo [453, 142, 1088, 582]
dot-yellow [169, 2358, 178, 2368]
kiru-badge [46, 714, 315, 764]
rule-7 [1288, 1347, 1289, 1827]
kiru-item3-head: ನಾಗೇಂದ್ರ ಆಪ್ತರ ನಿವಾಸದ ಮೇಲೆ ಸಿಬಿಐ ದಾಳಿ [46, 1397, 304, 1444]
bele-top-bar [1086, 1336, 1201, 1340]
heli-left [46, 1960, 303, 2344]
kuvempu-body [1144, 1960, 1495, 2344]
brand-tagline: ರಾಷ್ಟ್ರ ಜಾಗೃತಿಯ ಕೈದೀವಿಗೆ [1276, 98, 1350, 107]
heli-quote: ಧ್ರುವ ಎನ್‌ಜಿ ಹೆಲಿಕಾಪ್ಟರ್ ಒಂದೇ ವರ್ಷದಲ್ಲಿ ಯಶಸ್ವಿಯಾಗಿ ಹಾರಾಟ ನಡೆಸಿದ್ದು, ಇದು ಮೇಕ್ ಇನ್ ಇಂಡಿಯಾಗೆ ಜಾಗತಿಕ ಗುರುತನ್ನು ಮೂಡಿಸಲಿದೆ. ಭಾರತದ ನಾಗರಿಕ ವಿಮಾನಯಾನದಲ್ಲಿ ಮಹತ್ವದ ಮೈಲಿಗಲ್ಲಾಗಿದೆ. [883, 2122, 1121, 2184]
speed-box [850, 1948, 1121, 2111]
bangla-text: ರಾಜ್ಯದಲ್ಲಿ ಬಾಂಗ್ಲಾದೇಶದ ಪ್ರಜೆಗಳ ಅಕ್ರಮ ವಲಸೆ ಹೆಚ್ಚಿದ್ದು, ರಾಷ್ಟ್ರೀಯ ಭದ್ರತೆಗೆ ಅಪಾಯ ತಂದೊಡ್ಡುತ್ತಿದೆ. ಕೂಡಲೇ ಅಕ್ರಮ ವಲಸಿಗರ ಪತ್ತೆ ಹಚ್ಚಿ ಗಡಿಪಾರು ಮಾಡಬೇಕು ಎಂದು ಸಂಸದ ಯದುವೀರ್ ಕೃಷ್ಣದತ್ತ ಚಾಮರಾಜ ಒಡೆಯರ್ ಒತ್ತಾಯಿಸಿದರು. ಈ ಸಂಬಂಧ ಗೃಹ ಸಚಿವರಿಗೆ ಪತ್ರ ಬರೆದಿರುವ ಅವರು, ಅಕ್ರಮ ವಲಸಿಗರು ನಕಲಿ ದಾಖಲೆ ಸೃಷ್ಟಿಸಿ ಸರ್ಕಾರಿ ಸೌಲಭ್ಯ ಪಡೆಯುತ್ತಿದ್ದಾರೆ. ಇದರಿಂದ ಸ್ಥಳೀಯರಿಗೆ ಅನ್ಯಾಯವಾಗುತ್ತಿದೆ. ಪೊಲೀಸ್ ಇಲಾಖೆ ವಿಶೇಷ ಕಾರ್ಯಾಚರಣೆ ನಡೆಸಿ ಪತ್ತೆ ಹಚ್ಚಬೇಕು ಎಂದು ಒತ್ತಾಯಿಸಿದ್ದಾರೆ. [714, 1417, 1067, 1512]
heli-rotor [372, 2040, 775, 2044]
brand-block [1132, 46, 1497, 121]
calendar-caption: ಕರ್ನಾಟಕ ಹಾಲು ಮಹಾ ಮಂಡಳದ (ಕೆಎಂಎಫ್) 2026ನೇ ವರ್ಷದ ಕ್ಯಾಲೆಂಡರ್ ಅನ್ನು ಕಾವೇರಿ ನಿವಾಸದಲ್ಲಿ ಮುಖ್ಯಮಂತ್ರಿ ಸಿದ್ದರಾಮಯ್ಯ ಬಿಡುಗಡೆ ಮಾಡಿದರು. ಪಶು ಸಂಗೋಪನೆ ಸಚಿವ ಕೆ. ವೆಂಕಟೇಶ, ಮುಖ್ಯ ಕಾರ್ಯದರ್ಶಿ ಡಾ. ಶಾಲಿನಿ ರಜನೀಶ್, ಹೆಚ್ಚುವರಿ ಮುಖ್ಯ ಕಾರ್ಯದರ್ಶಿ ಅಂಜುಂ ಪರ್ವೇಜ್, ಮಹಾ ಮಂಡಲದ ಆಡಳಿತಾಧಿಕಾರಿ ಟಿ.ಎಸ್.ಎಂ.ಕುಮಾರ್ ಹಾಗೂ ವ್ಯವಸ್ಥಾಪಕ ನಿರ್ದೇಶಕ ಶಿವಸ್ವಾಮಿ ಉಪಸ್ಥಿತರಿದ್ದರು. [453, 596, 1086, 642]
kiru-item3 [46, 1466, 315, 1821]
covid-headline: ಕೋವಿಡ್ ಹಗರಣದ ಅಂತಿಮ ವರದಿ ಸಲ್ಲಿಕೆ [338, 1339, 628, 1411]
kandaya-body [338, 852, 794, 1380]
heli-byline [46, 1937, 119, 1951]
row2-mid-rule [326, 1332, 1495, 1333]
calendar-poster-3 [808, 372, 899, 512]
heli-mid: ಎನ್ ಪೂರ್ಣ ಪ್ರಮಾಣದಲ್ಲಿ ನಾಗರಿಕ ಪ್ರಮಾಣೀಕರಣ ಪತ್ರ ದೊರೆತರೆ, ಇದು ಭಾರತದ ಸ್ವದೇಶಿ ತಂತ್ರಜ್ಞಾನದ ಮಹತ್ವದ ಮೈಲಿಗಲ್ಲಾಗಲಿದೆ. 2023ರಲ್ಲಿ ಧ್ರುವ ಎನ್‌ಜಿ ಮೊದಲ ಹಾರಾಟ ನಡೆಸಿದ್ದು, 2025ರಲ್ಲಿ ಪ್ರಾಯೋಗಿಕ ಹಾರಾಟ ಪೂರ್ಣಗೊಂಡಿದೆ. ಈಗಾಗಲೇ 1,500 ಕಿ.ಮೀ ದೂರದವರೆಗೆ ಹಾರಾಟ ನಡೆಸಲಾಗಿದೆ. [315, 2199, 572, 2277]
